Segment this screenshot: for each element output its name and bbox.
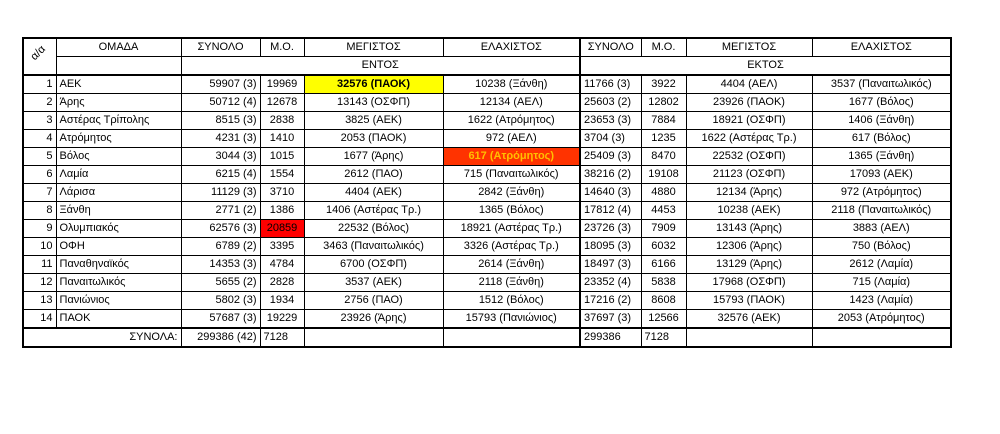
home-min: 1512 (Βόλος) [443, 292, 580, 310]
totals-row [23, 328, 951, 347]
team-name: Ξάνθη [56, 202, 181, 220]
row-number: 4 [23, 130, 56, 148]
row-number: 8 [23, 202, 56, 220]
team-name: Αστέρας Τρίπολης [56, 112, 181, 130]
away-avg: 4880 [641, 184, 686, 202]
home-max: 3825 (ΑΕΚ) [304, 112, 443, 130]
header-row [23, 38, 951, 57]
away-max: 13129 (Άρης) [686, 256, 812, 274]
away-total-header: ΣΥΝΟΛΟ [580, 38, 641, 57]
away-max: 21123 (ΟΣΦΠ) [686, 166, 812, 184]
team-name: Ολυμπιακός [56, 220, 181, 238]
away-min: 3537 (Παναιτωλικός) [812, 75, 951, 94]
away-total: 23726 (3) [580, 220, 641, 238]
away-avg: 7884 [641, 112, 686, 130]
away-max: 13143 (Άρης) [686, 220, 812, 238]
away-total: 18095 (3) [580, 238, 641, 256]
away-min: 1677 (Βόλος) [812, 94, 951, 112]
away-min: 617 (Βόλος) [812, 130, 951, 148]
totals-home-avg: 7128 [260, 328, 304, 347]
home-min: 2118 (Ξάνθη) [443, 274, 580, 292]
away-max: 12134 (Άρης) [686, 184, 812, 202]
home-avg-header: Μ.Ο. [260, 38, 304, 57]
totals-away-avg: 7128 [641, 328, 686, 347]
row-number: 7 [23, 184, 56, 202]
row-number: 12 [23, 274, 56, 292]
home-total: 4231 (3) [181, 130, 260, 148]
away-avg: 19108 [641, 166, 686, 184]
away-max: 1622 (Αστέρας Τρ.) [686, 130, 812, 148]
home-max: 1406 (Αστέρας Τρ.) [304, 202, 443, 220]
home-max: 2612 (ΠΑΟ) [304, 166, 443, 184]
row-number: 10 [23, 238, 56, 256]
home-max: 3537 (ΑΕΚ) [304, 274, 443, 292]
team-name: ΑΕΚ [56, 75, 181, 94]
row-number: 13 [23, 292, 56, 310]
home-avg: 19229 [260, 310, 304, 329]
away-total: 17216 (2) [580, 292, 641, 310]
home-total: 50712 (4) [181, 94, 260, 112]
away-avg: 8470 [641, 148, 686, 166]
away-avg: 6032 [641, 238, 686, 256]
away-min: 1365 (Ξάνθη) [812, 148, 951, 166]
home-total: 6215 (4) [181, 166, 260, 184]
home-avg: 1934 [260, 292, 304, 310]
home-max: 32576 (ΠΑΟΚ) [304, 75, 443, 94]
home-total: 57687 (3) [181, 310, 260, 329]
away-max-header: ΜΕΓΙΣΤΟΣ [686, 38, 812, 57]
home-total: 8515 (3) [181, 112, 260, 130]
home-avg: 2838 [260, 112, 304, 130]
table-row [23, 202, 951, 220]
away-min: 972 (Ατρόμητος) [812, 184, 951, 202]
row-number: 14 [23, 310, 56, 329]
home-min: 15793 (Πανιώνιος) [443, 310, 580, 329]
away-avg: 4453 [641, 202, 686, 220]
away-total: 18497 (3) [580, 256, 641, 274]
home-min: 617 (Ατρόμητος) [443, 148, 580, 166]
row-number: 5 [23, 148, 56, 166]
row-number: 11 [23, 256, 56, 274]
home-max-header: ΜΕΓΙΣΤΟΣ [304, 38, 443, 57]
home-avg: 1554 [260, 166, 304, 184]
table-row [23, 75, 951, 94]
away-total: 37697 (3) [580, 310, 641, 329]
section-header-row [23, 57, 951, 76]
home-max: 3463 (Παναιτωλικός) [304, 238, 443, 256]
table-row [23, 274, 951, 292]
away-min: 2053 (Ατρόμητος) [812, 310, 951, 329]
home-total: 5655 (2) [181, 274, 260, 292]
table-row [23, 148, 951, 166]
away-max: 17968 (ΟΣΦΠ) [686, 274, 812, 292]
home-min: 3326 (Αστέρας Τρ.) [443, 238, 580, 256]
away-total: 25603 (2) [580, 94, 641, 112]
home-min: 972 (ΑΕΛ) [443, 130, 580, 148]
home-avg: 1386 [260, 202, 304, 220]
away-min: 17093 (ΑΕΚ) [812, 166, 951, 184]
home-total: 11129 (3) [181, 184, 260, 202]
table-row [23, 166, 951, 184]
team-name: Ατρόμητος [56, 130, 181, 148]
row-number: 2 [23, 94, 56, 112]
home-total: 3044 (3) [181, 148, 260, 166]
away-max: 10238 (ΑΕΚ) [686, 202, 812, 220]
table-row [23, 310, 951, 329]
away-total: 23653 (3) [580, 112, 641, 130]
team-name: Λαμία [56, 166, 181, 184]
team-name: ΟΦΗ [56, 238, 181, 256]
home-avg: 2828 [260, 274, 304, 292]
away-avg: 12566 [641, 310, 686, 329]
away-total: 23352 (4) [580, 274, 641, 292]
empty-cell [443, 328, 580, 347]
away-min: 750 (Βόλος) [812, 238, 951, 256]
away-min: 2118 (Παναιτωλικός) [812, 202, 951, 220]
home-min: 18921 (Αστέρας Τρ.) [443, 220, 580, 238]
away-max: 15793 (ΠΑΟΚ) [686, 292, 812, 310]
home-avg: 20859 [260, 220, 304, 238]
home-max: 22532 (Βόλος) [304, 220, 443, 238]
away-min: 3883 (ΑΕΛ) [812, 220, 951, 238]
table-row [23, 292, 951, 310]
home-max: 23926 (Άρης) [304, 310, 443, 329]
team-name: Παναιτωλικός [56, 274, 181, 292]
team-name: Βόλος [56, 148, 181, 166]
team-name: Παναθηναϊκός [56, 256, 181, 274]
totals-home-total: 299386 (42) [181, 328, 260, 347]
aa-header: α/α [28, 43, 49, 63]
home-section-header: ΕΝΤΟΣ [181, 57, 580, 76]
attendance-table [22, 37, 952, 348]
home-max: 2756 (ΠΑΟ) [304, 292, 443, 310]
away-total: 17812 (4) [580, 202, 641, 220]
empty-cell [56, 57, 181, 76]
away-total: 3704 (3) [580, 130, 641, 148]
home-max: 4404 (ΑΕΚ) [304, 184, 443, 202]
home-avg: 12678 [260, 94, 304, 112]
totals-label: ΣΥΝΟΛΑ: [23, 328, 181, 347]
table-row [23, 220, 951, 238]
away-avg: 8608 [641, 292, 686, 310]
away-min-header: ΕΛΑΧΙΣΤΟΣ [812, 38, 951, 57]
team-name: Πανιώνιος [56, 292, 181, 310]
row-number: 9 [23, 220, 56, 238]
home-total: 6789 (2) [181, 238, 260, 256]
away-max: 32576 (ΑΕΚ) [686, 310, 812, 329]
team-name: Άρης [56, 94, 181, 112]
home-avg: 4784 [260, 256, 304, 274]
home-min: 2614 (Ξάνθη) [443, 256, 580, 274]
home-min: 12134 (ΑΕΛ) [443, 94, 580, 112]
home-min: 1365 (Βόλος) [443, 202, 580, 220]
home-avg: 19969 [260, 75, 304, 94]
away-total: 38216 (2) [580, 166, 641, 184]
away-total: 25409 (3) [580, 148, 641, 166]
away-min: 2612 (Λαμία) [812, 256, 951, 274]
table-row [23, 238, 951, 256]
table-row [23, 184, 951, 202]
away-avg: 1235 [641, 130, 686, 148]
home-max: 1677 (Άρης) [304, 148, 443, 166]
away-max: 4404 (ΑΕΛ) [686, 75, 812, 94]
away-avg: 5838 [641, 274, 686, 292]
empty-cell [304, 328, 443, 347]
home-max: 6700 (ΟΣΦΠ) [304, 256, 443, 274]
table-row [23, 130, 951, 148]
home-total: 5802 (3) [181, 292, 260, 310]
team-name: ΠΑΟΚ [56, 310, 181, 329]
home-avg: 1410 [260, 130, 304, 148]
home-max: 13143 (ΟΣΦΠ) [304, 94, 443, 112]
home-max: 2053 (ΠΑΟΚ) [304, 130, 443, 148]
team-name: Λάρισα [56, 184, 181, 202]
row-number: 6 [23, 166, 56, 184]
away-min: 715 (Λαμία) [812, 274, 951, 292]
home-total: 59907 (3) [181, 75, 260, 94]
row-number: 3 [23, 112, 56, 130]
home-min: 10238 (Ξάνθη) [443, 75, 580, 94]
team-header: ΟΜΑΔΑ [56, 38, 181, 57]
home-total: 14353 (3) [181, 256, 260, 274]
home-avg: 1015 [260, 148, 304, 166]
away-min: 1423 (Λαμία) [812, 292, 951, 310]
totals-away-total: 299386 [580, 328, 641, 347]
home-avg: 3710 [260, 184, 304, 202]
home-min: 715 (Παναιτωλικός) [443, 166, 580, 184]
table-row [23, 256, 951, 274]
aa-header-cell [23, 38, 56, 75]
empty-cell [812, 328, 951, 347]
away-max: 23926 (ΠΑΟΚ) [686, 94, 812, 112]
away-min: 1406 (Ξάνθη) [812, 112, 951, 130]
home-total: 2771 (2) [181, 202, 260, 220]
away-avg-header: Μ.Ο. [641, 38, 686, 57]
away-avg: 6166 [641, 256, 686, 274]
away-avg: 12802 [641, 94, 686, 112]
away-max: 12306 (Άρης) [686, 238, 812, 256]
empty-cell [686, 328, 812, 347]
away-avg: 7909 [641, 220, 686, 238]
away-max: 18921 (ΟΣΦΠ) [686, 112, 812, 130]
home-min: 2842 (Ξάνθη) [443, 184, 580, 202]
row-number: 1 [23, 75, 56, 94]
away-total: 14640 (3) [580, 184, 641, 202]
away-max: 22532 (ΟΣΦΠ) [686, 148, 812, 166]
away-avg: 3922 [641, 75, 686, 94]
home-total: 62576 (3) [181, 220, 260, 238]
table-row [23, 112, 951, 130]
away-section-header: ΕΚΤΟΣ [580, 57, 951, 76]
home-total-header: ΣΥΝΟΛΟ [181, 38, 260, 57]
table-row [23, 94, 951, 112]
home-avg: 3395 [260, 238, 304, 256]
away-total: 11766 (3) [580, 75, 641, 94]
home-min: 1622 (Ατρόμητος) [443, 112, 580, 130]
home-min-header: ΕΛΑΧΙΣΤΟΣ [443, 38, 580, 57]
